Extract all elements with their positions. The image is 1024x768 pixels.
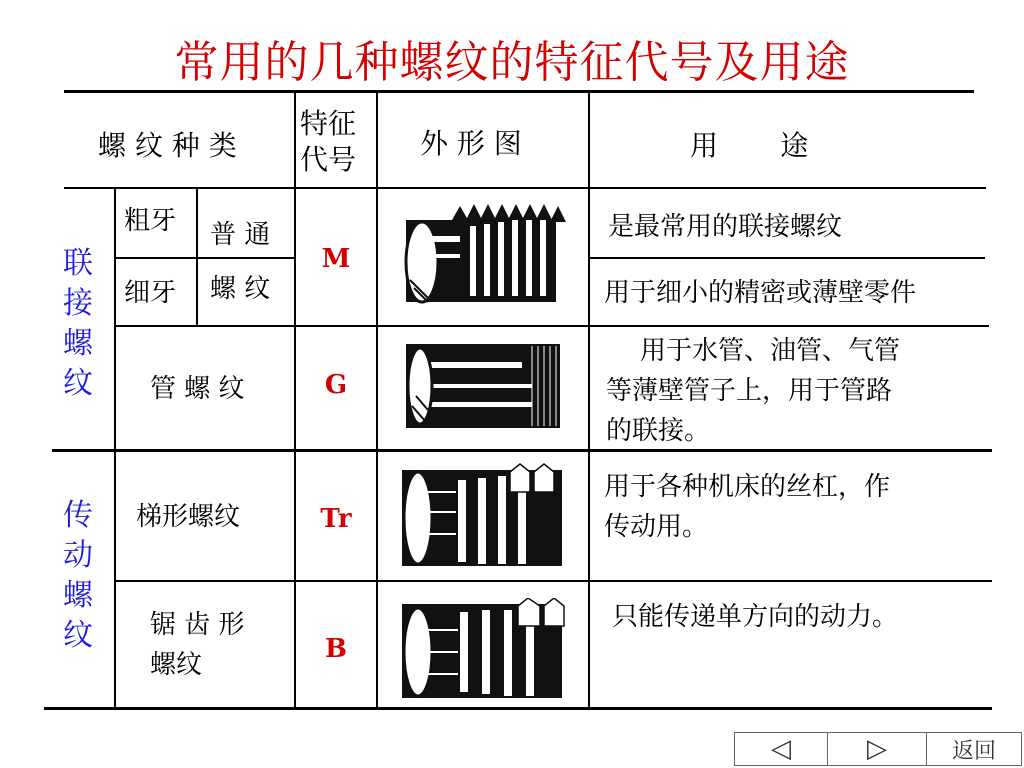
back-label: 返回 bbox=[951, 738, 996, 764]
fine-usage: 用于细小的精密或薄壁零件 bbox=[604, 278, 917, 308]
trap-label: 梯形螺纹 bbox=[136, 502, 241, 532]
common-label-line1: 普 通 bbox=[210, 220, 271, 250]
next-icon: ▷ bbox=[867, 734, 887, 764]
category-connection bbox=[58, 244, 98, 404]
next-slide-button[interactable] bbox=[827, 732, 927, 766]
fine-label: 细牙 bbox=[124, 278, 177, 308]
header-type: 螺 纹 种 类 bbox=[98, 129, 237, 162]
sawtooth-thread-image bbox=[398, 598, 570, 702]
header-bottom-rule bbox=[64, 187, 986, 189]
header-shape: 外 形 图 bbox=[420, 127, 522, 160]
trap-usage-line2: 传动用。 bbox=[604, 512, 709, 542]
category-transmission bbox=[58, 496, 98, 656]
category-column-line bbox=[114, 188, 116, 708]
coarse-fine-divider bbox=[114, 257, 296, 259]
category-char: 联 bbox=[63, 246, 93, 281]
pipe-label: 管 螺 纹 bbox=[150, 374, 245, 404]
code-g: G bbox=[324, 370, 348, 400]
coarse-label: 粗牙 bbox=[124, 206, 177, 236]
trapezoidal-thread-image bbox=[398, 462, 570, 574]
pipe-usage-line1: 用于水管、油管、气管 bbox=[640, 336, 901, 366]
category-char: 动 bbox=[63, 538, 93, 573]
page-title: 常用的几种螺纹的特征代号及用途 bbox=[174, 37, 850, 88]
trap-usage-line1: 用于各种机床的丝杠，作 bbox=[604, 472, 891, 502]
header-code-line2: 代号 bbox=[300, 143, 357, 176]
coarse-common-line bbox=[196, 188, 198, 326]
common-label-line2: 螺 纹 bbox=[210, 274, 271, 304]
prev-icon: ◁ bbox=[771, 734, 791, 764]
trap-saw-divider bbox=[114, 580, 992, 582]
saw-label-line1: 锯 齿 形 bbox=[150, 610, 245, 640]
category-char: 纹 bbox=[63, 366, 93, 401]
coarse-usage: 是最常用的联接螺纹 bbox=[608, 212, 843, 242]
pipe-usage-line3: 的联接。 bbox=[606, 416, 711, 446]
common-thread-image bbox=[400, 200, 570, 318]
category-char: 传 bbox=[63, 498, 93, 533]
code-b: B bbox=[325, 634, 347, 664]
header-usage: 用 途 bbox=[690, 129, 809, 162]
use-divider-1 bbox=[590, 257, 985, 259]
table-bottom-rule bbox=[44, 707, 992, 710]
category-char: 螺 bbox=[63, 326, 93, 361]
prev-slide-button[interactable] bbox=[734, 732, 828, 766]
pipe-thread-image bbox=[400, 336, 570, 436]
pipe-usage-line2: 等薄壁管子上，用于管路 bbox=[606, 376, 893, 406]
saw-usage: 只能传递单方向的动力。 bbox=[612, 602, 899, 632]
common-pipe-divider bbox=[114, 325, 989, 327]
header-code-line1: 特征 bbox=[300, 107, 357, 140]
code-tr: Tr bbox=[320, 504, 352, 534]
shape-use-line bbox=[588, 90, 590, 708]
back-button[interactable] bbox=[926, 732, 1022, 766]
category-char: 接 bbox=[63, 286, 93, 321]
code-shape-line bbox=[376, 90, 378, 708]
category-char: 螺 bbox=[63, 578, 93, 613]
saw-label-line2: 螺纹 bbox=[150, 650, 203, 680]
group-divider bbox=[52, 449, 992, 452]
table-top-rule bbox=[64, 90, 974, 93]
category-char: 纹 bbox=[63, 618, 93, 653]
code-m: M bbox=[321, 244, 351, 274]
